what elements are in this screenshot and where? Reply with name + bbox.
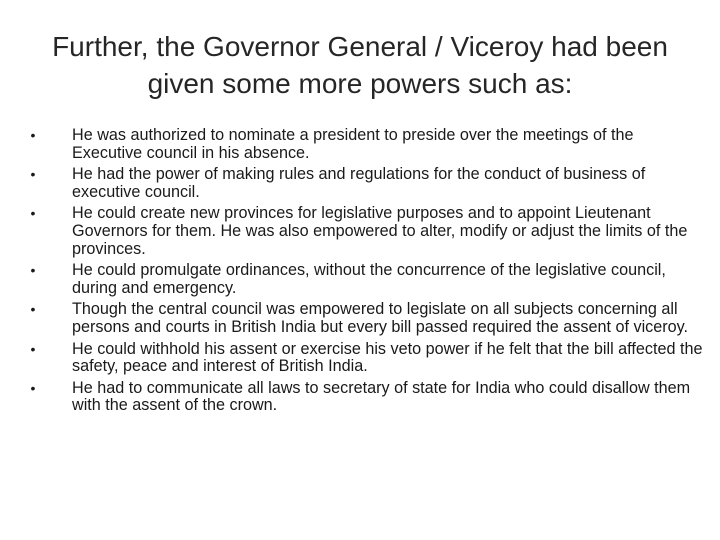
list-item xyxy=(26,166,706,201)
list-item-text: He could promulgate ordinances, without the concurrence of the legislative council, during and emergency. xyxy=(72,261,666,297)
list-item-text: He was authorized to nominate a president to preside over the meetings of the Executive council in his absence. xyxy=(72,126,634,162)
list-item xyxy=(26,380,706,415)
bullet-list xyxy=(26,127,706,419)
list-item-text: He had the power of making rules and regulations for the conduct of business of executive council. xyxy=(72,165,646,201)
list-item-text: Though the central council was empowered to legislate on all subjects concerning all persons and courts in British India but every bill passed required the assent of viceroy. xyxy=(72,300,689,336)
slide-title: Further, the Governor General / Viceroy had been given some more powers such as: xyxy=(52,31,668,99)
list-item xyxy=(26,341,706,376)
list-item-text: He could create new provinces for legislative purposes and to appoint Lieutenant Governors for them. He was also empowered to alter, modify or adjust the limits of the provinces. xyxy=(72,204,688,258)
bullet-icon: • xyxy=(30,340,36,357)
list-item-text: He could withhold his assent or exercise his veto power if he felt that the bill affected the safety, peace and interest of British India. xyxy=(72,339,703,376)
bullet-icon: • xyxy=(30,166,36,183)
bullet-icon: • xyxy=(30,379,36,396)
list-item-text: He had to communicate all laws to secretary of state for India who could disallow them with the assent of the crown. xyxy=(72,378,691,415)
bullet-icon: • xyxy=(30,127,36,143)
bullet-icon: • xyxy=(30,301,36,318)
list-item xyxy=(26,205,706,258)
list-item xyxy=(26,262,706,297)
bullet-icon: • xyxy=(30,205,36,222)
list-item xyxy=(26,127,706,162)
list-item xyxy=(26,301,706,336)
bullet-icon: • xyxy=(30,262,36,279)
